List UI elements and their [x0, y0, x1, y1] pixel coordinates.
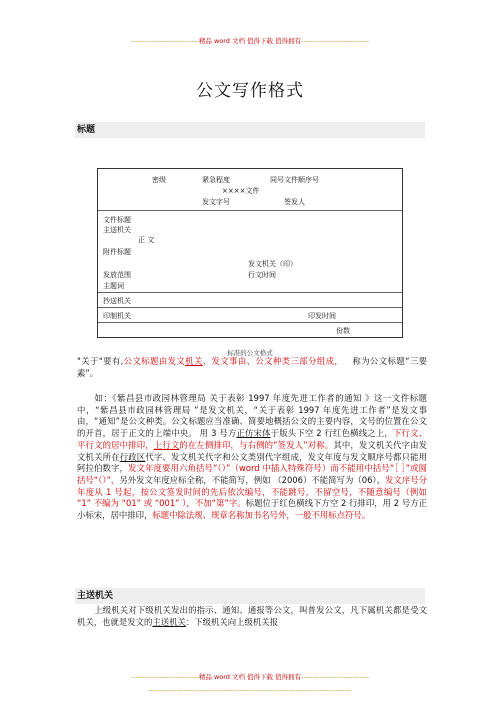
- text-highlight: 发文年度要用六角括号“（）”（word 中插入特殊符号）而不能用中括号“［ ］”或圆括号“（）”，: [77, 463, 427, 485]
- fig-copy-to: 抄送机关: [103, 297, 131, 305]
- banner-dashes-right: -----------------------------: [301, 37, 370, 45]
- fig-serial: 同号文件顺序号: [270, 176, 319, 184]
- text-segment: 标题位于红色横线下方空 2 行排印，用 2 号方正小标宋，居中排印，: [77, 498, 428, 521]
- fig-print-date: 印发时间: [308, 312, 336, 320]
- fig-line: [98, 210, 402, 211]
- banner-dashes: -----------------------------: [215, 686, 285, 694]
- text-highlight: 、发文事由、公文种类三部分组成，: [202, 356, 344, 366]
- banner-dashes: -----------------------------: [147, 686, 216, 694]
- text-segment: 称为公文标题“三要素”。: [77, 356, 427, 378]
- fig-signer: 签发人: [284, 198, 305, 206]
- fig-issue-date: 行文时间: [248, 271, 276, 279]
- banner-dashes-left: -----------------------------: [130, 37, 199, 45]
- banner-dashes: -----------------------------: [284, 686, 353, 694]
- link-recipient[interactable]: 主送机关: [152, 616, 186, 627]
- fig-printer: 印制机关: [103, 312, 131, 320]
- link-upward[interactable]: 上行文: [153, 439, 180, 450]
- link-font[interactable]: 正仿宋体: [236, 428, 271, 439]
- page-title: 公文写作格式: [196, 81, 304, 101]
- banner-text: 精品 word 文档 值得下载 值得拥有: [198, 673, 302, 681]
- fig-line: [98, 307, 402, 308]
- fig-label-keywords: 主题词: [103, 282, 124, 290]
- banner-text: 精品 word 文档 值得下载 值得拥有: [198, 37, 302, 45]
- text-highlight: 公文标题由发文: [123, 356, 186, 366]
- text-highlight: 的在左侧排印，与右侧的“签发人”对称。: [179, 439, 334, 450]
- banner-dashes-right: -----------------------------: [301, 673, 370, 681]
- fig-label-recipient: 主送机关: [103, 226, 131, 234]
- fig-copies: 份数: [336, 327, 350, 335]
- fig-line: [98, 322, 402, 323]
- fig-doc-name: ××××文件: [222, 187, 260, 195]
- fig-label-attachment: 附件标题: [103, 248, 131, 256]
- text-highlight: 发文序号分年度从 1 号起，按公文签发时间的先后依次编号，不能跳号，不留空号，不随意编号（例如 “1” 不编为 “01” 或 “001” ），不加“第”字。: [77, 474, 428, 509]
- paragraph-recipient: [77, 605, 427, 628]
- fig-label-title: 文件标题: [103, 216, 131, 224]
- section-heading-recipient: 主送机关: [75, 588, 425, 604]
- fig-label-body: 正 文: [138, 236, 155, 244]
- fig-label-distribution: 发放范围: [103, 271, 131, 279]
- banner-dashes-left: -----------------------------: [130, 673, 199, 681]
- link-organ[interactable]: 机关: [185, 356, 203, 366]
- footer-banner: [0, 672, 500, 681]
- text-segment: 其中，发文机关代字由发文机关所在: [77, 439, 428, 462]
- format-figure: [97, 168, 403, 338]
- link-region[interactable]: 行政区: [119, 451, 146, 462]
- fig-urgency: 紧急程度: [202, 176, 230, 184]
- fig-issuer-seal: 发文机关（印）: [248, 260, 297, 268]
- section-heading-title: 标题: [75, 122, 425, 138]
- text-highlight: 下行文、平行文的居中排印，: [77, 428, 428, 450]
- fig-doc-number: 发文字号: [202, 198, 230, 206]
- text-segment: ：下级机关向上级机关报: [185, 616, 278, 627]
- text-highlight: 标题中除法规、规章名称加书名号外，一般不用标点符号。: [152, 510, 371, 521]
- fig-secret-level: 密级: [152, 176, 166, 184]
- fig-line: [98, 292, 402, 293]
- text-segment: 上级机关对下级机关发出的指示、通知、通报等公文，叫普发公文，凡下属机关都是受文机关，也就是发文的: [77, 605, 427, 627]
- text-segment: 于版头下空 2 行红色横线之上，: [270, 428, 393, 439]
- text-segment: "关于"要有,: [77, 356, 124, 366]
- text-segment: 另外发文年度应标全称，不能简写，例如 （2006）不能简写为（06）。: [119, 474, 386, 485]
- text-segment: 代字、发文机关代字和公文类别代字组成，发文年度与发文顺序号都只能用阿拉伯数字，: [77, 451, 428, 474]
- figure-caption: 标准的公文格式: [227, 349, 273, 357]
- paragraph-example: [77, 393, 427, 522]
- paragraph-intro: [77, 356, 427, 379]
- header-banner: [0, 36, 500, 45]
- footer-dash-line: [0, 686, 500, 694]
- text-segment: 如：《紫昌县市政园林管理局 关于表彰 1997 年度先进工作者的通知 》这一文件标题中，“紫昌县市政园林管理局 ”是发文机关，“关于表彰 1997 年度先进工作者”是发文事由，“通知”是公文种类。公文标题应当准确、简要地概括公文的主要内容，文号的位置在公文的开首，居于正文的上端中央。 用 3 号方: [77, 393, 427, 439]
